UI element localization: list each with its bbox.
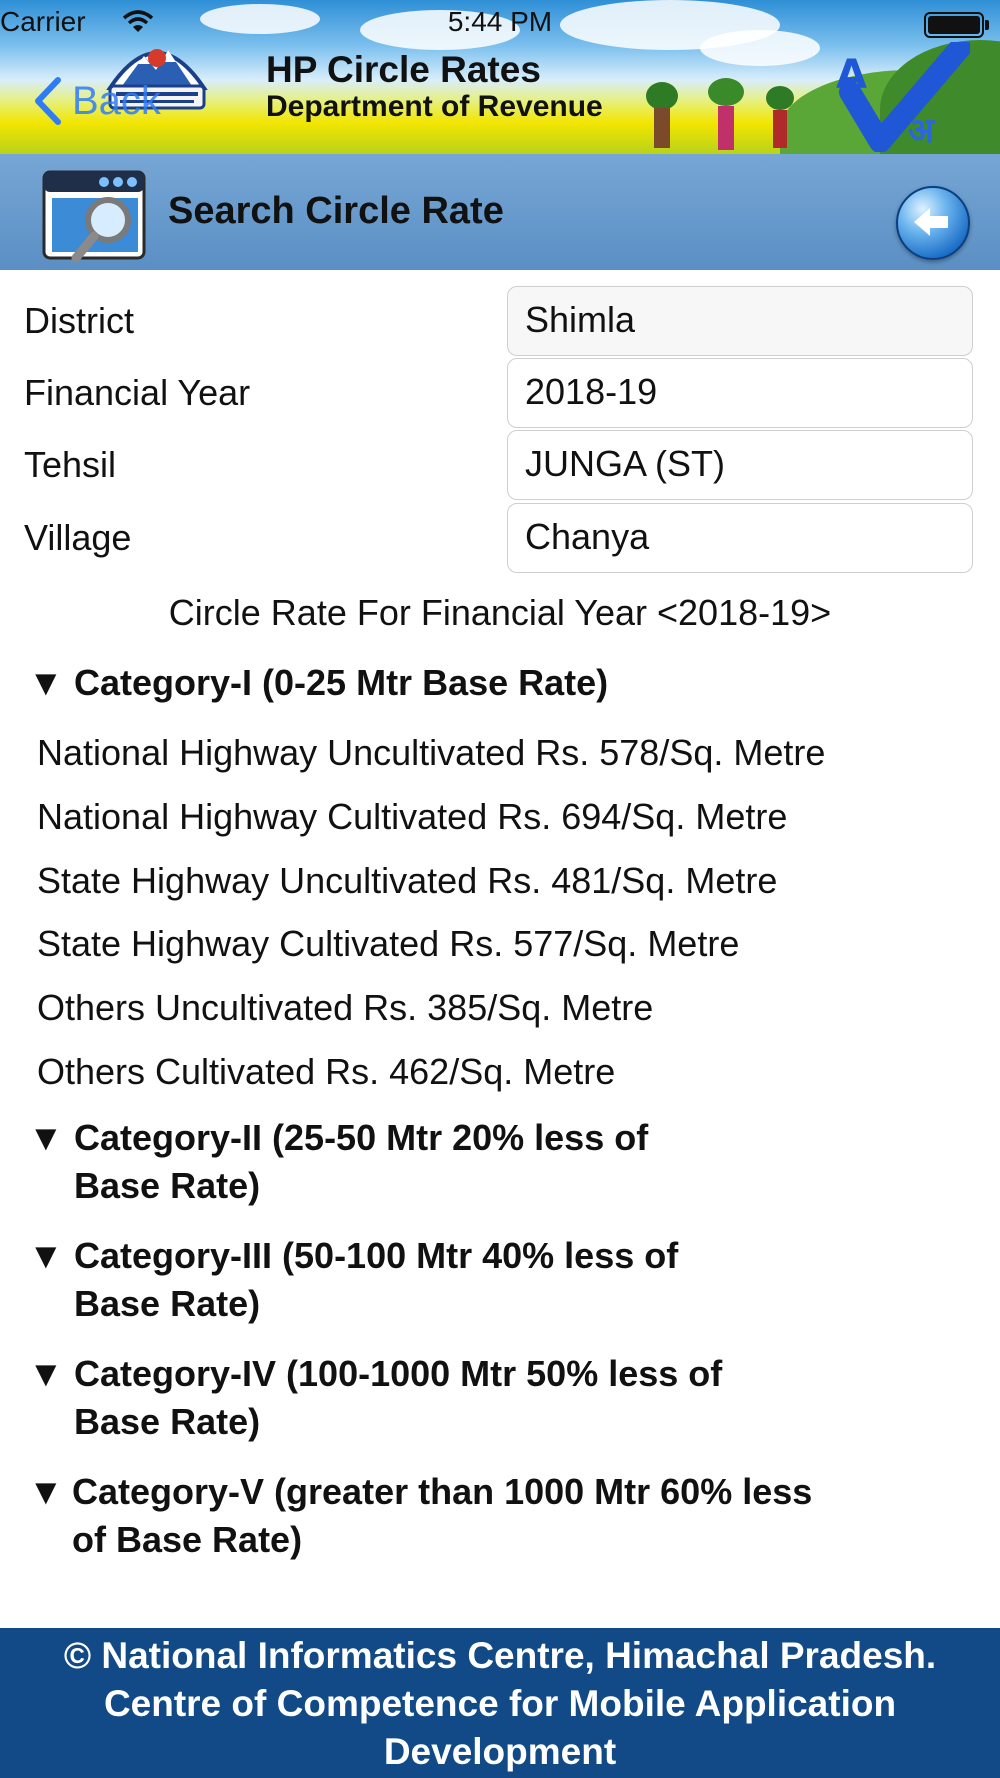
village-row bbox=[0, 503, 1000, 575]
back-button-label: Back bbox=[72, 78, 161, 123]
rate-line: Others Cultivated Rs. 462/Sq. Metre bbox=[37, 1051, 616, 1092]
category-2-title-line1: Category-II (25-50 Mtr 20% less of bbox=[74, 1117, 649, 1158]
financial-year-field[interactable]: 2018-19 bbox=[507, 358, 973, 428]
category-5-title-line1: Category-V (greater than 1000 Mtr 60% less bbox=[72, 1471, 813, 1512]
footer-line-3: Development bbox=[383, 1731, 617, 1772]
category-4-title-line2: Base Rate) bbox=[74, 1401, 261, 1442]
rate-line: State Highway Cultivated Rs. 577/Sq. Metre bbox=[37, 923, 740, 964]
header-banner bbox=[0, 0, 1000, 154]
category-3-title-line1: Category-III (50-100 Mtr 40% less of bbox=[74, 1235, 679, 1276]
round-back-button[interactable] bbox=[896, 186, 970, 260]
village-field[interactable]: Chanya bbox=[507, 503, 973, 573]
expand-triangle-icon: ▼ bbox=[28, 662, 64, 703]
category-5-title-line2: of Base Rate) bbox=[72, 1519, 303, 1560]
expand-triangle-icon: ▼ bbox=[28, 1117, 64, 1158]
svg-text:अ: अ bbox=[908, 111, 934, 151]
category-1-toggle[interactable] bbox=[28, 659, 978, 709]
section-header-bar bbox=[0, 154, 1000, 270]
tehsil-label: Tehsil bbox=[24, 444, 117, 485]
financial-year-label: Financial Year bbox=[24, 372, 251, 413]
tehsil-field[interactable]: JUNGA (ST) bbox=[507, 430, 973, 500]
tehsil-row bbox=[0, 430, 1000, 502]
search-window-icon bbox=[42, 166, 152, 266]
svg-text:A: A bbox=[836, 52, 867, 98]
district-row bbox=[0, 286, 1000, 358]
footer bbox=[0, 1628, 1000, 1778]
rate-line: National Highway Uncultivated Rs. 578/Sq. Metre bbox=[37, 732, 826, 773]
category-5-toggle[interactable] bbox=[28, 1468, 978, 1568]
expand-triangle-icon: ▼ bbox=[28, 1471, 64, 1512]
category-3-title-line2: Base Rate) bbox=[74, 1283, 261, 1324]
app-title: HP Circle Rates bbox=[266, 49, 541, 90]
app-subtitle: Department of Revenue bbox=[266, 90, 603, 123]
section-title: Search Circle Rate bbox=[168, 190, 504, 232]
clock-label: 5:44 PM bbox=[447, 6, 553, 37]
category-2-toggle[interactable] bbox=[28, 1114, 978, 1214]
category-4-toggle[interactable] bbox=[28, 1350, 978, 1450]
back-button[interactable] bbox=[30, 76, 161, 126]
footer-line-2: Centre of Competence for Mobile Application bbox=[103, 1683, 897, 1724]
logo-mark-icon bbox=[820, 42, 970, 152]
carrier-label: Carrier bbox=[0, 6, 86, 37]
financial-year-row bbox=[0, 358, 1000, 430]
farmers-illustration bbox=[640, 78, 800, 154]
expand-triangle-icon: ▼ bbox=[28, 1235, 64, 1276]
category-1-title: Category-I (0-25 Mtr Base Rate) bbox=[74, 662, 609, 703]
category-2-title-line2: Base Rate) bbox=[74, 1165, 261, 1206]
expand-triangle-icon: ▼ bbox=[28, 1353, 64, 1394]
district-field[interactable]: Shimla bbox=[507, 286, 973, 356]
footer-line-1: © National Informatics Centre, Himachal Pradesh. bbox=[63, 1635, 937, 1676]
category-4-title-line1: Category-IV (100-1000 Mtr 50% less of bbox=[74, 1353, 723, 1394]
category-5-title bbox=[72, 1468, 972, 1564]
results-heading: Circle Rate For Financial Year <2018-19> bbox=[168, 592, 832, 633]
category-4-title bbox=[74, 1350, 874, 1446]
category-3-title bbox=[74, 1232, 874, 1328]
category-3-toggle[interactable] bbox=[28, 1232, 978, 1332]
category-2-title bbox=[74, 1114, 874, 1210]
app-title-block bbox=[266, 50, 603, 124]
back-chevron-icon bbox=[30, 76, 64, 126]
round-back-arrow-icon bbox=[912, 205, 952, 239]
rate-line: Others Uncultivated Rs. 385/Sq. Metre bbox=[37, 987, 654, 1028]
rate-line: National Highway Cultivated Rs. 694/Sq. Metre bbox=[37, 796, 788, 837]
battery-icon bbox=[924, 12, 984, 38]
rate-line: State Highway Uncultivated Rs. 481/Sq. Metre bbox=[37, 860, 778, 901]
district-label: District bbox=[24, 300, 134, 341]
village-label: Village bbox=[24, 517, 132, 558]
